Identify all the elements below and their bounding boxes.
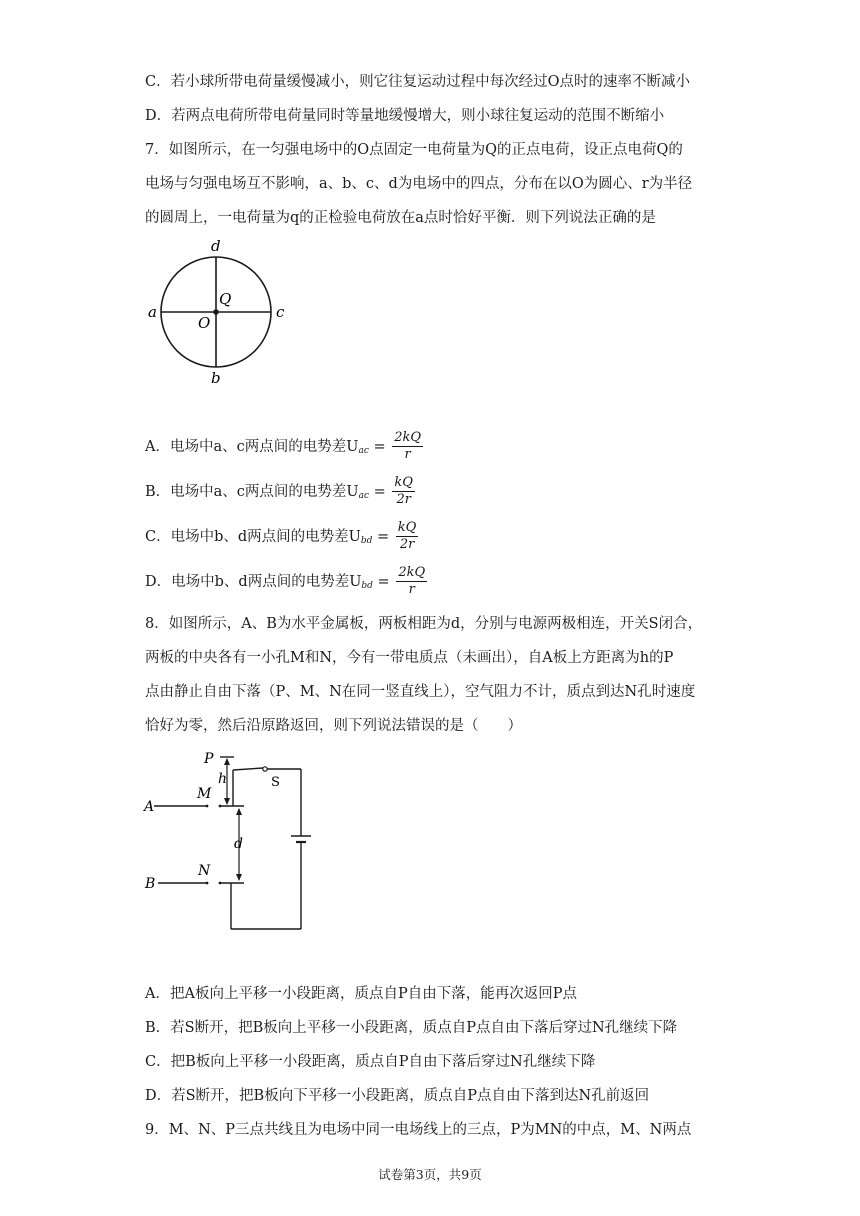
q7-option-d-num: 2kQ: [398, 565, 426, 580]
q7-option-b-num: kQ: [394, 475, 413, 490]
q8-label-b: B: [145, 876, 156, 892]
q8-switch-contact: [263, 767, 267, 771]
q7-option-b-text: B．电场中a、c两点间的电势差U: [145, 483, 359, 500]
q7-option-a: A．电场中a、c两点间的电势差U ac = $\frac{2kQ}{r}$: [145, 430, 422, 462]
q7-option-d-text: D．电场中b、d两点间的电势差U: [145, 573, 362, 590]
q7-option-d-fraction: [396, 565, 427, 598]
q7-stem-line-3: 的圆周上，一电荷量为q的正检验电荷放在a点时恰好平衡．则下列说法正确的是: [145, 210, 656, 226]
q7-center-dot: [213, 309, 219, 315]
q8-option-c: C．把B板向上平移一小段距离，质点自P自由下落后穿过N孔继续下降: [145, 1054, 596, 1070]
q8-circuit-diagram: [140, 748, 315, 938]
q8-label-m: M: [197, 786, 212, 802]
q8-stem-line-2: 两板的中央各有一小孔M和N，今有一带电质点（未画出），自A板上方距离为h的P: [145, 650, 674, 666]
q7-label-a: a: [148, 303, 157, 321]
q7-label-d: d: [211, 237, 221, 255]
q8-stem-line-1: 8．如图所示，A、B为水平金属板，两板相距为d，分别与电源两极相连，开关S闭合，: [145, 616, 703, 632]
q8-hole-m-right: [219, 805, 222, 808]
q7-label-o: O: [198, 314, 211, 332]
q8-h-arrow-down: [224, 798, 230, 805]
q8-hole-n-left: [206, 882, 209, 885]
q7-option-c-text: C．电场中b、d两点间的电势差U: [145, 528, 361, 545]
q7-option-a-text: A．电场中a、c两点间的电势差U: [145, 438, 359, 455]
q8-label-n: N: [198, 863, 211, 879]
q8-label-h: h: [218, 771, 228, 787]
q6-option-c: C．若小球所带电荷量缓慢减小，则它往复运动过程中每次经过O点时的速率不断减小: [145, 74, 690, 90]
q7-option-b: B．电场中a、c两点间的电势差U ac = $\frac{kQ}{2r}$: [145, 475, 413, 507]
q7-label-b: b: [211, 369, 221, 386]
q8-stem-line-3: 点由静止自由下落（P、M、N在同一竖直线上），空气阻力不计，质点到达N孔时速度: [145, 684, 696, 700]
q8-option-b: B．若S断开，把B板向上平移一小段距离，质点自P点自由下落后穿过N孔继续下降: [145, 1020, 678, 1036]
q7-option-a-den: r: [404, 447, 411, 462]
q8-d-arrow-down: [236, 874, 242, 881]
q8-option-a: A．把A板向上平移一小段距离，质点自P自由下落，能再次返回P点: [145, 986, 577, 1002]
page-footer: 试卷第3页，共9页: [378, 1167, 482, 1182]
q8-d-arrow-up: [236, 808, 242, 815]
q9-stem-line-1: 9．M、N、P三点共线且为电场中同一电场线上的三点，P为MN的中点，M、N两点: [145, 1122, 692, 1138]
q8-hole-m-left: [206, 805, 209, 808]
q7-option-c-num: kQ: [397, 520, 417, 535]
q7-label-c: c: [276, 303, 285, 321]
q8-label-a: A: [144, 799, 155, 815]
q7-option-b-sub: ac: [358, 490, 370, 501]
q8-label-s: S: [271, 775, 280, 790]
q7-option-c-den: 2r: [399, 537, 415, 552]
q7-stem-line-1: 7．如图所示，在一匀强电场中的O点固定一电荷量为Q的正点电荷，设正点电荷Q的: [145, 142, 683, 158]
q7-stem-line-2: 电场与匀强电场互不影响，a、b、c、d为电场中的四点，分布在以O为圆心、r为半径: [145, 176, 693, 192]
q8-option-d: D．若S断开，把B板向下平移一小段距离，质点自P点自由下落到达N孔前返回: [145, 1088, 650, 1104]
q7-option-a-num: 2kQ: [394, 430, 422, 445]
q7-label-q: Q: [219, 290, 232, 308]
q7-circle-diagram: [140, 236, 300, 386]
q7-option-d-den: r: [408, 582, 415, 597]
q8-h-arrow-up: [224, 758, 230, 765]
q7-option-d: D．电场中b、d两点间的电势差U bd = $\frac{2kQ}{r}$: [145, 565, 426, 597]
q7-option-b-den: 2r: [396, 492, 411, 507]
q8-label-d: d: [234, 836, 243, 852]
q6-option-d: D．若两点电荷所带电荷量同时等量地缓慢增大，则小球往复运动的范围不断缩小: [145, 108, 665, 124]
q7-option-d-sub: bd: [361, 580, 373, 591]
q7-option-c-fraction: [396, 520, 419, 553]
q8-hole-n-right: [219, 882, 222, 885]
q7-option-b-fraction: [392, 475, 415, 508]
q7-option-c: C．电场中b、d两点间的电势差U bd = $\frac{kQ}{2r}$: [145, 520, 417, 552]
q8-switch-blade: [233, 768, 263, 770]
q7-option-a-sub: ac: [358, 445, 369, 456]
q8-stem-line-4: 恰好为零，然后沿原路返回，则下列说法错误的是（ ）: [145, 718, 522, 734]
q8-label-p: P: [204, 751, 214, 767]
q7-option-a-fraction: [392, 430, 423, 463]
q7-option-c-sub: bd: [360, 535, 373, 546]
